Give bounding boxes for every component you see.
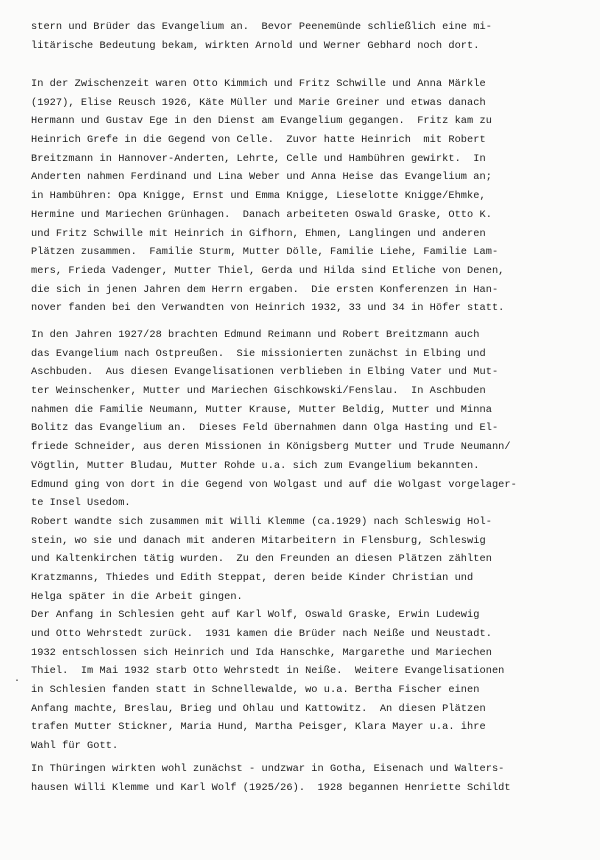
text-line: und Kaltenkirchen tätig wurden. Zu den Freunden an diesen Plätzen zählten bbox=[31, 553, 492, 566]
text-line: und Otto Wehrstedt zurück. 1931 kamen die Brüder nach Neiße und Neustadt. bbox=[31, 628, 492, 640]
text-line: Hermann und Gustav Ege in den Dienst am Evangelium gegangen. Fritz kam zu bbox=[31, 115, 492, 128]
text-line: stein, wo sie und danach mit anderen Mitarbeitern in Flensburg, Schleswig bbox=[31, 534, 486, 547]
text-line: In der Zwischenzeit waren Otto Kimmich und Fritz Schwille und Anna Märkle bbox=[31, 78, 486, 90]
paragraph-4 bbox=[31, 760, 571, 797]
text-line: Wahl für Gott. bbox=[31, 740, 119, 753]
text-line: Anfang machte, Breslau, Brieg und Ohlau und Kattowitz. An diesen Plätzen bbox=[31, 702, 486, 715]
text-line: (1927), Elise Reusch 1926, Käte Müller und Marie Greiner und etwas danach bbox=[31, 96, 486, 109]
paragraph-3 bbox=[31, 326, 571, 756]
paragraph-1 bbox=[31, 18, 571, 55]
text-line: Thiel. Im Mai 1932 starb Otto Wehrstedt in Neiße. Weitere Evangelisationen bbox=[31, 665, 505, 678]
text-line: Aschbuden. Aus diesen Evangelisationen verblieben in Elbing Vater und Mut- bbox=[31, 366, 499, 379]
text-line: Vögtlin, Mutter Bludau, Mutter Rohde u.a. sich zum Evangelium bekannten. bbox=[31, 459, 480, 472]
text-line: stern und Brüder das Evangelium an. Bevor Peenemünde schließlich eine mi- bbox=[31, 21, 492, 33]
text-line: nover fanden bei den Verwandten von Heinrich 1932, 33 und 34 in Höfer statt. bbox=[31, 302, 505, 315]
text-line: die sich in jenen Jahren dem Herrn ergaben. Die ersten Konferenzen in Han- bbox=[31, 283, 499, 296]
text-line: mers, Frieda Vadenger, Mutter Thiel, Gerda und Hilda sind Etliche von Denen, bbox=[31, 264, 505, 277]
text-line: friede Schneider, aus deren Missionen in Königsberg Mutter und Trude Neumann/ bbox=[31, 441, 511, 454]
text-line: in Hambühren: Opa Knigge, Ernst und Emma Knigge, Lieselotte Knigge/Ehmke, bbox=[31, 190, 486, 203]
text-line: litärische Bedeutung bekam, wirkten Arnold und Werner Gebhard noch dort. bbox=[31, 39, 480, 52]
text-line: hausen Willi Klemme und Karl Wolf (1925/26). 1928 begannen Henriette Schildt bbox=[31, 781, 511, 794]
text-line: Robert wandte sich zusammen mit Willi Klemme (ca.1929) nach Schleswig Hol- bbox=[31, 515, 492, 528]
text-line: Breitzmann in Hannover-Anderten, Lehrte, Celle und Hambühren gewirkt. In bbox=[31, 152, 486, 165]
text-line: In Thüringen wirkten wohl zunächst - undzwar in Gotha, Eisenach und Walters- bbox=[31, 763, 505, 775]
text-line: 1932 entschlossen sich Heinrich und Ida Hanschke, Margarethe und Mariechen bbox=[31, 646, 492, 659]
margin-mark: · bbox=[14, 676, 21, 687]
text-line: Heinrich Grefe in die Gegend von Celle. Zuvor hatte Heinrich mit Robert bbox=[31, 134, 486, 147]
text-line: das Evangelium nach Ostpreußen. Sie missionierten zunächst in Elbing und bbox=[31, 347, 486, 360]
text-line: Edmund ging von dort in die Gegend von Wolgast und auf die Wolgast vorgelager- bbox=[31, 478, 517, 491]
text-line: Anderten nahmen Ferdinand und Lina Weber und Anna Heise das Evangelium an; bbox=[31, 171, 492, 184]
paragraph-2 bbox=[31, 75, 571, 318]
text-line: und Fritz Schwille mit Heinrich in Gifhorn, Ehmen, Langlingen und anderen bbox=[31, 227, 486, 240]
text-line: Kratzmanns, Thiedes und Edith Steppat, deren beide Kinder Christian und bbox=[31, 571, 474, 584]
text-line: trafen Mutter Stickner, Maria Hund, Martha Peisger, Klara Mayer u.a. ihre bbox=[31, 721, 486, 734]
text-line: in Schlesien fanden statt in Schnellewalde, wo u.a. Bertha Fischer einen bbox=[31, 684, 480, 697]
text-line: Bolitz das Evangelium an. Dieses Feld übernahmen dann Olga Hasting und El- bbox=[31, 422, 499, 435]
text-line: nahmen die Familie Neumann, Mutter Krause, Mutter Beldig, Mutter und Minna bbox=[31, 403, 492, 416]
text-line: Hermine und Mariechen Grünhagen. Danach arbeiteten Oswald Graske, Otto K. bbox=[31, 208, 492, 221]
text-line: In den Jahren 1927/28 brachten Edmund Reimann und Robert Breitzmann auch bbox=[31, 329, 480, 341]
text-line: Der Anfang in Schlesien geht auf Karl Wolf, Oswald Graske, Erwin Ludewig bbox=[31, 609, 480, 622]
text-line: ter Weinschenker, Mutter und Mariechen Gischkowski/Fenslau. In Aschbuden bbox=[31, 385, 486, 398]
text-line: Helga später in die Arbeit gingen. bbox=[31, 590, 243, 603]
text-line: te Insel Usedom. bbox=[31, 497, 131, 510]
text-line: Plätzen zusammen. Familie Sturm, Mutter Dölle, Familie Liehe, Familie Lam- bbox=[31, 246, 499, 259]
